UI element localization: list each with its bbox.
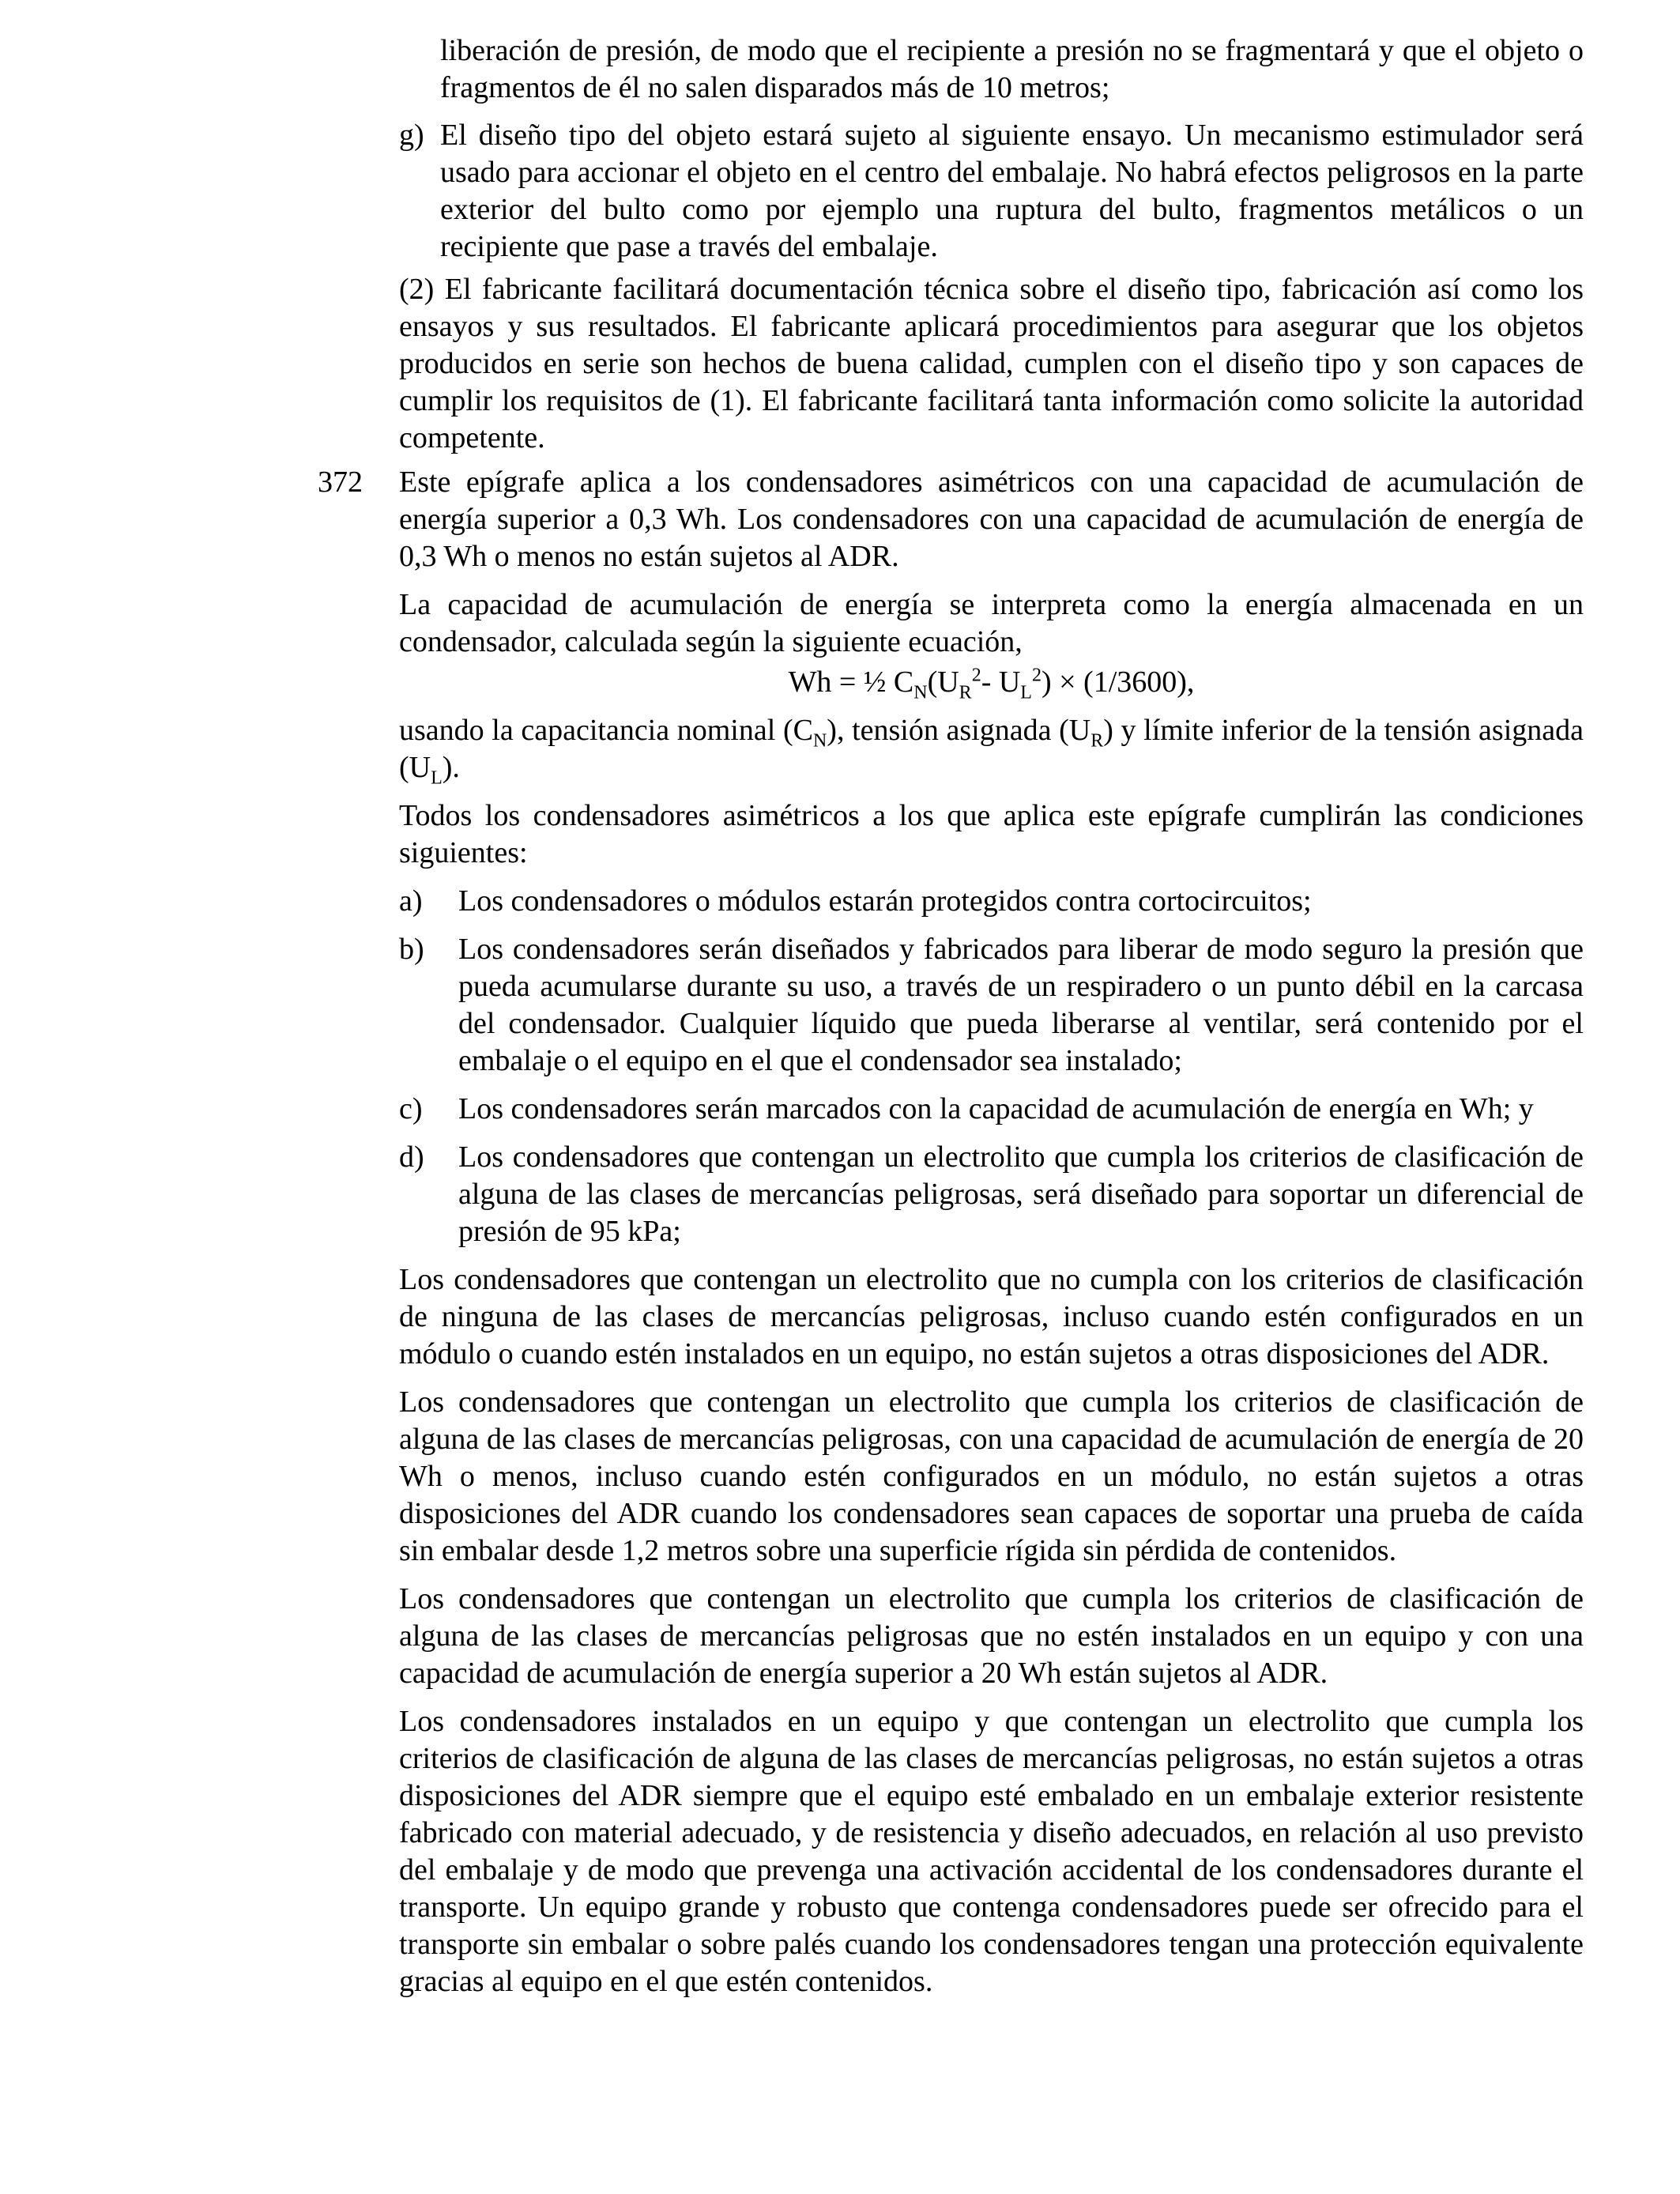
usage-paragraph [399,712,1584,789]
usage-part-3: ) y límite inferior de la tensión asignada (U [399,714,1584,784]
conditions-intro: Todos los condensadores asimétricos a los que aplica este epígrafe cumplirán las condiciones siguientes: [399,799,1584,869]
list-item-g [399,117,1584,266]
formula-lhs: Wh = ½ C [788,665,914,699]
paragraph: Los condensadores que contengan un electrolito que no cumpla con los criterios de clasificación de ninguna de las clases de mercancías peligrosas, incluso cuando estén configurados en un módulo o cuando estén instalados en un equipo, no están sujetos a otras disposiciones del ADR. [399,1263,1584,1370]
list-item-text: El diseño tipo del objeto estará sujeto al siguiente ensayo. Un mecanismo estimulador será usado para accionar el objeto en el centro del embalaje. No habrá efectos peligrosos en la parte exterior del bulto como por ejemplo una ruptura del bulto, fragmentos metálicos o un recipiente que pase a través del embalaje. [440,119,1584,263]
paragraph: Los condensadores que contengan un electrolito que cumpla los criterios de clasificación de alguna de las clases de mercancías peligrosas que no estén instalados en un equipo y con una capacidad de acumulación de energía superior a 20 Wh están sujetos al ADR. [399,1582,1584,1690]
condition-text: Los condensadores que contengan un electrolito que cumpla los criterios de clasificación de alguna de las clases de mercancías peligrosas, será diseñado para soportar un diferencial de presión de 95 kPa; [458,1140,1584,1248]
formula-sub-r: R [959,682,972,703]
condition-text: Los condensadores o módulos estarán protegidos contra cortocircuitos; [458,884,1312,918]
condition-label: a) [399,884,423,918]
capacity-definition: La capacidad de acumulación de energía se interpreta como la energía almacenada en un condensador, calculada según la siguiente ecuación, [399,588,1584,658]
continuation-paragraph: liberación de presión, de modo que el recipiente a presión no se fragmentará y que el objeto o fragmentos de él no salen disparados más de 10 metros; [440,34,1584,104]
section-number: 372 [318,466,363,499]
formula-tail: ) × (1/3600), [1041,665,1195,699]
condition-label: b) [399,933,424,966]
usage-part-2: ), tensión asignada (U [827,714,1091,747]
list-item-label: g) [399,119,424,152]
paragraph-2: (2) El fabricante facilitará documentación técnica sobre el diseño tipo, fabricación así como los ensayos y sus resultados. El fabricante aplicará procedimientos para asegurar que los objetos producidos en serie son hechos de buena calidad, cumplen con el diseño tipo y son capaces de cumplir los requisitos de (1). El fabricante facilitará tanta información como solicite la autoridad competente. [399,273,1584,454]
formula-open: (U [927,665,959,699]
condition-text: Los condensadores serán marcados con la capacidad de acumulación de energía en Wh; y [458,1092,1534,1125]
condition-text: Los condensadores serán diseñados y fabricados para liberar de modo seguro la presión que pueda acumularse durante su uso, a través de un respiradero o un punto débil en la carcasa del condensador. Cualquier líquido que pueda liberarse al ventilar, será contenido por el embalaje o el equipo en el que el condensador sea instalado; [458,933,1584,1077]
formula-sub-l: L [1020,682,1032,703]
usage-sub-r: R [1090,730,1104,752]
condition-item [399,1091,1584,1128]
usage-part-4: ). [442,751,460,784]
energy-formula [399,664,1584,701]
formula-sub-n: N [913,682,928,703]
condition-item [399,883,1584,920]
usage-sub-l: L [431,767,443,789]
paragraph: Los condensadores que contengan un electrolito que cumpla los criterios de clasificación de alguna de las clases de mercancías peligrosas, con una capacidad de acumulación de energía de 20 Wh o menos, incluso cuando estén configurados en un módulo, no están sujetos a otras disposiciones del ADR cuando los condensadores sean capaces de soportar una prueba de caída sin embalar desde 1,2 metros sobre una superficie rígida sin pérdida de contenidos. [399,1385,1584,1567]
formula-mid: - U [981,665,1021,699]
section-intro: Este epígrafe aplica a los condensadores asimétricos con una capacidad de acumulación de energía superior a 0,3 Wh. Los condensadores con una capacidad de acumulación de energía de 0,3 Wh o menos no están sujetos al ADR. [399,466,1584,573]
condition-item [399,1139,1584,1250]
condition-label: c) [399,1092,423,1125]
formula-sup-2: 2 [1031,665,1042,686]
usage-sub-n: N [812,730,827,752]
paragraph: Los condensadores instalados en un equipo y que contengan un electrolito que cumpla los criterios de clasificación de alguna de las clases de mercancías peligrosas, no están sujetos a otras disposiciones del ADR siempre que el equipo esté embalado en un embalaje exterior resistente fabricado con material adecuado, y de resistencia y diseño adecuados, en relación al uso previsto del embalaje y de modo que prevenga una activación accidental de los condensadores durante el transporte. Un equipo grande y robusto que contenga condensadores puede ser ofrecido para el transporte sin embalar o sobre palés cuando los condensadores tengan una protección equivalente gracias al equipo en el que estén contenidos. [399,1705,1584,1998]
condition-label: d) [399,1140,424,1174]
section-372 [399,464,1584,2011]
formula-sup-1: 2 [971,665,981,686]
usage-part-1: usando la capacitancia nominal (C [399,714,813,747]
condition-item [399,931,1584,1080]
